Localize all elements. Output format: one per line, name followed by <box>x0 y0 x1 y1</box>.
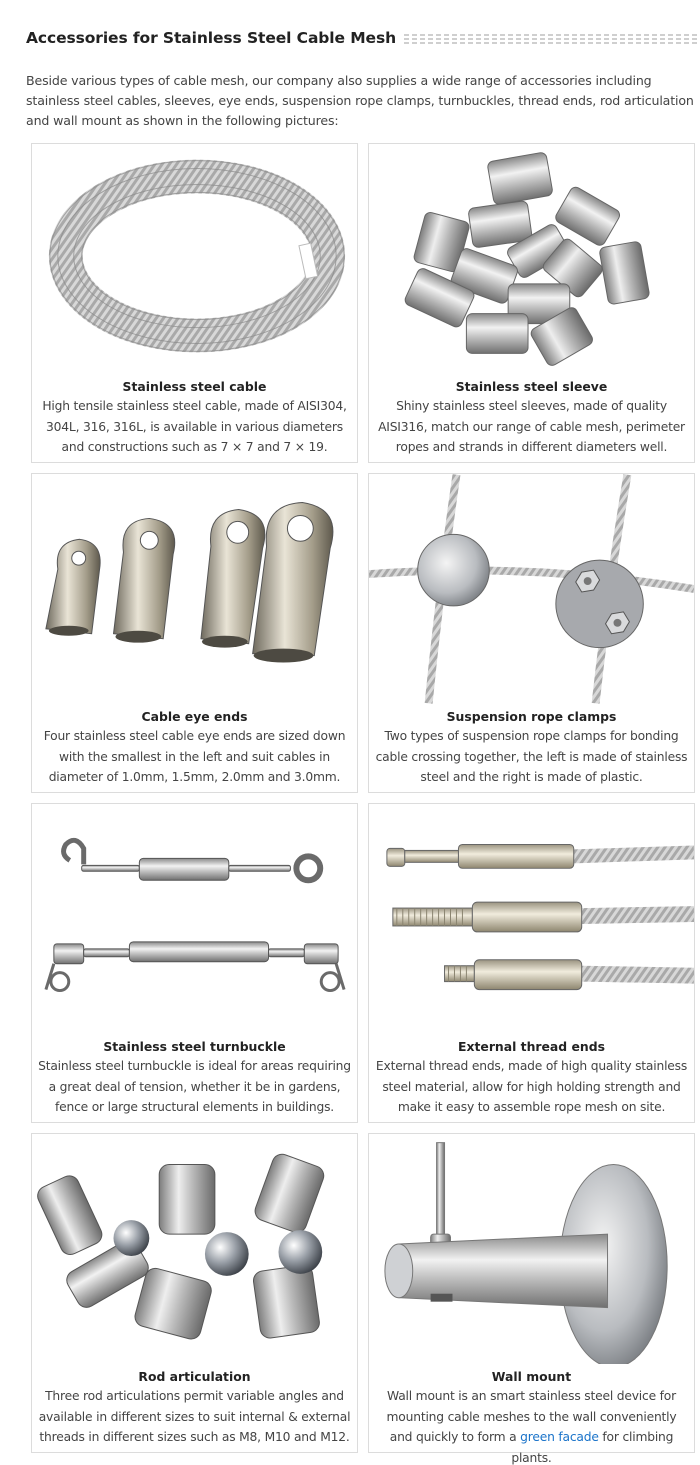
suspension-rope-clamps-image <box>369 474 694 704</box>
product-heading: Stainless steel cable <box>122 379 267 394</box>
cable-eye-ends-image <box>32 474 357 704</box>
product-card-wall-mount <box>368 1133 695 1465</box>
product-card-stainless-steel-sleeve <box>368 143 695 463</box>
product-heading: Rod articulation <box>138 1369 251 1384</box>
stainless-steel-cable-image <box>32 144 357 374</box>
product-description: Two types of suspension rope clamps for bonding cable crossing together, the left is made of stainless steel and the right is made of plastic. <box>375 729 688 784</box>
wall-mount-image <box>369 1134 694 1364</box>
stainless-steel-turnbuckle-image <box>32 804 357 1034</box>
product-heading: Cable eye ends <box>141 709 248 724</box>
rod-articulation-image <box>32 1134 357 1364</box>
product-card-cable-eye-ends <box>31 473 358 793</box>
page-title: Accessories for Stainless Steel Cable Mesh <box>26 29 397 47</box>
title-divider <box>404 34 700 44</box>
product-heading: Stainless steel turnbuckle <box>103 1039 286 1054</box>
product-card-external-thread-ends <box>368 803 695 1123</box>
product-heading: Suspension rope clamps <box>446 709 617 724</box>
intro-paragraph: Beside various types of cable mesh, our company also supplies a wide range of accessories including stainless steel cables, sleeves, eye ends, suspension rope clamps, turnbuckles, thread ends, rod articulation and wall mount as shown in the following pictures: <box>26 73 694 128</box>
product-description: Shiny stainless steel sleeves, made of quality AISI316, match our range of cable mesh, perimeter ropes and strands in different diameters well. <box>378 399 685 454</box>
product-description: Four stainless steel cable eye ends are sized down with the smallest in the left and suit cables in diameter of 1.0mm, 1.5mm, 2.0mm and 3.0mm. <box>43 729 346 784</box>
product-card-stainless-steel-turnbuckle <box>31 803 358 1123</box>
product-description <box>375 1386 688 1465</box>
external-thread-ends-image <box>369 804 694 1034</box>
green-facade-link[interactable]: green facade <box>520 1430 599 1444</box>
product-description: High tensile stainless steel cable, made of AISI304, 304L, 316, 316L, is available in various diameters and constructions such as 7 × 7 and 7 × 19. <box>42 399 347 454</box>
product-card-suspension-rope-clamps <box>368 473 695 793</box>
stainless-steel-sleeve-image <box>369 144 694 374</box>
product-description-text: for climbing plants. <box>511 1430 674 1465</box>
product-card-stainless-steel-cable <box>31 143 358 463</box>
product-description: Three rod articulations permit variable angles and available in different sizes to suit internal & external threads in different sizes such as M8, M10 and M12. <box>38 1389 351 1444</box>
product-description-text: Wall mount is an smart stainless steel device for mounting cable meshes to the wall conveniently and quickly to form a <box>386 1389 677 1444</box>
product-description: Stainless steel turnbuckle is ideal for areas requiring a great deal of tension, whether it be in gardens, fence or large structural elements in buildings. <box>38 1059 351 1114</box>
product-description: External thread ends, made of high quality stainless steel material, allow for high holding strength and make it easy to assemble rope mesh on site. <box>375 1059 688 1114</box>
product-card-rod-articulation <box>31 1133 358 1453</box>
product-heading: Stainless steel sleeve <box>455 379 608 394</box>
product-heading: External thread ends <box>458 1039 605 1054</box>
product-heading: Wall mount <box>491 1369 572 1384</box>
section-header <box>26 26 700 50</box>
